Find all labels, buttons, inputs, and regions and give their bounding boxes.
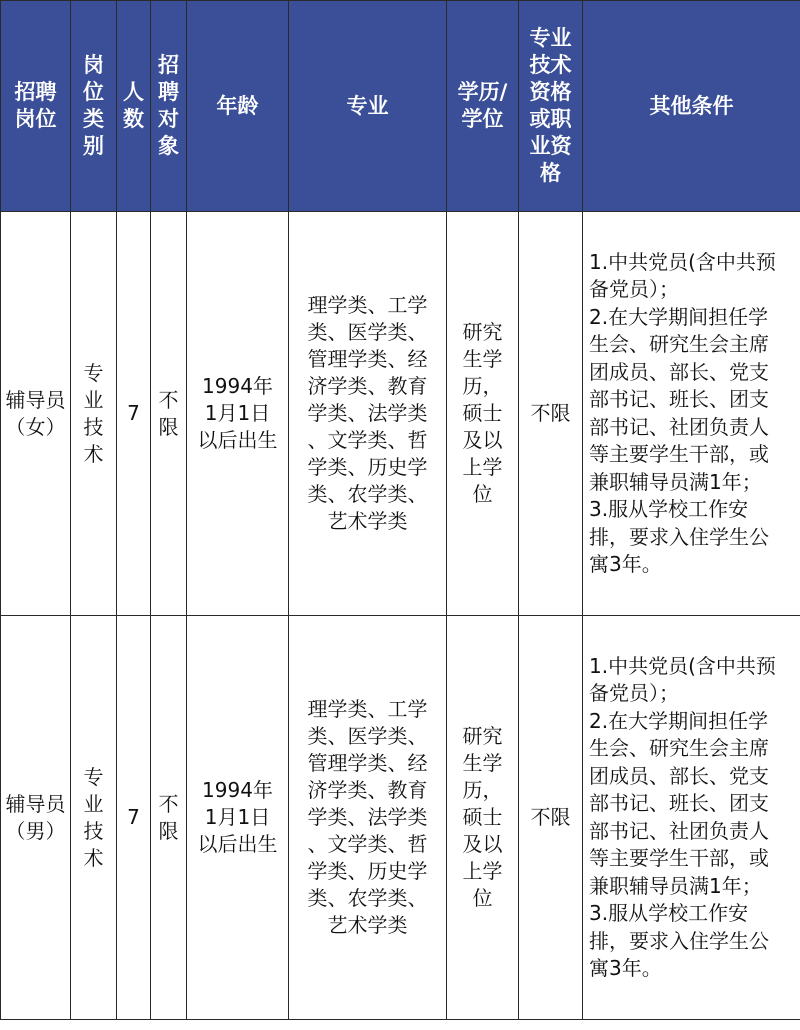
- cell-qualification: 不限: [519, 616, 583, 1020]
- table-row: [1, 616, 800, 1020]
- header-count: 人 数: [117, 1, 151, 212]
- cell-major: 理学类、工学 类、医学类、 管理学类、经 济学类、教育 学类、法学类 、文学类、哲 学类、历史学 类、农学类、 艺术学类: [289, 212, 447, 616]
- cell-age: 1994年 1月1日 以后出生: [187, 212, 289, 616]
- header-row: [1, 1, 800, 212]
- header-major: 专业: [289, 1, 447, 212]
- cell-type: 专 业 技 术: [71, 616, 117, 1020]
- cell-age: 1994年 1月1日 以后出生: [187, 616, 289, 1020]
- header-target: 招 聘 对 象: [151, 1, 187, 212]
- cell-other: 1.中共党员(含中共预 备党员）； 2.在大学期间担任学 生会、研究生会主席 团成员、部长、党支 部书记、班长、团支 部书记、社团负责人 等主要学生干部，或 兼职辅导员满1年； 3.服从学校工作安 排，要求入住学生公 寓3年。: [583, 212, 800, 616]
- cell-education: 研究 生学 历， 硕士 及以 上学 位: [447, 212, 519, 616]
- cell-position: 辅导员 （女）: [1, 212, 71, 616]
- cell-education: 研究 生学 历， 硕士 及以 上学 位: [447, 616, 519, 1020]
- cell-type: 专 业 技 术: [71, 212, 117, 616]
- cell-target: 不 限: [151, 616, 187, 1020]
- cell-major: 理学类、工学 类、医学类、 管理学类、经 济学类、教育 学类、法学类 、文学类、哲 学类、历史学 类、农学类、 艺术学类: [289, 616, 447, 1020]
- header-other: 其他条件: [583, 1, 800, 212]
- header-type: 岗 位 类 别: [71, 1, 117, 212]
- cell-other: 1.中共党员(含中共预 备党员）； 2.在大学期间担任学 生会、研究生会主席 团成员、部长、党支 部书记、班长、团支 部书记、社团负责人 等主要学生干部，或 兼职辅导员满1年； 3.服从学校工作安 排，要求入住学生公 寓3年。: [583, 616, 800, 1020]
- header-education: 学历/ 学位: [447, 1, 519, 212]
- cell-count: 7: [117, 616, 151, 1020]
- cell-position: 辅导员 （男）: [1, 616, 71, 1020]
- header-position: 招聘 岗位: [1, 1, 71, 212]
- header-qualification: 专业 技术 资格 或职 业资 格: [519, 1, 583, 212]
- table-row: [1, 212, 800, 616]
- cell-target: 不 限: [151, 212, 187, 616]
- header-age: 年龄: [187, 1, 289, 212]
- cell-qualification: 不限: [519, 212, 583, 616]
- cell-count: 7: [117, 212, 151, 616]
